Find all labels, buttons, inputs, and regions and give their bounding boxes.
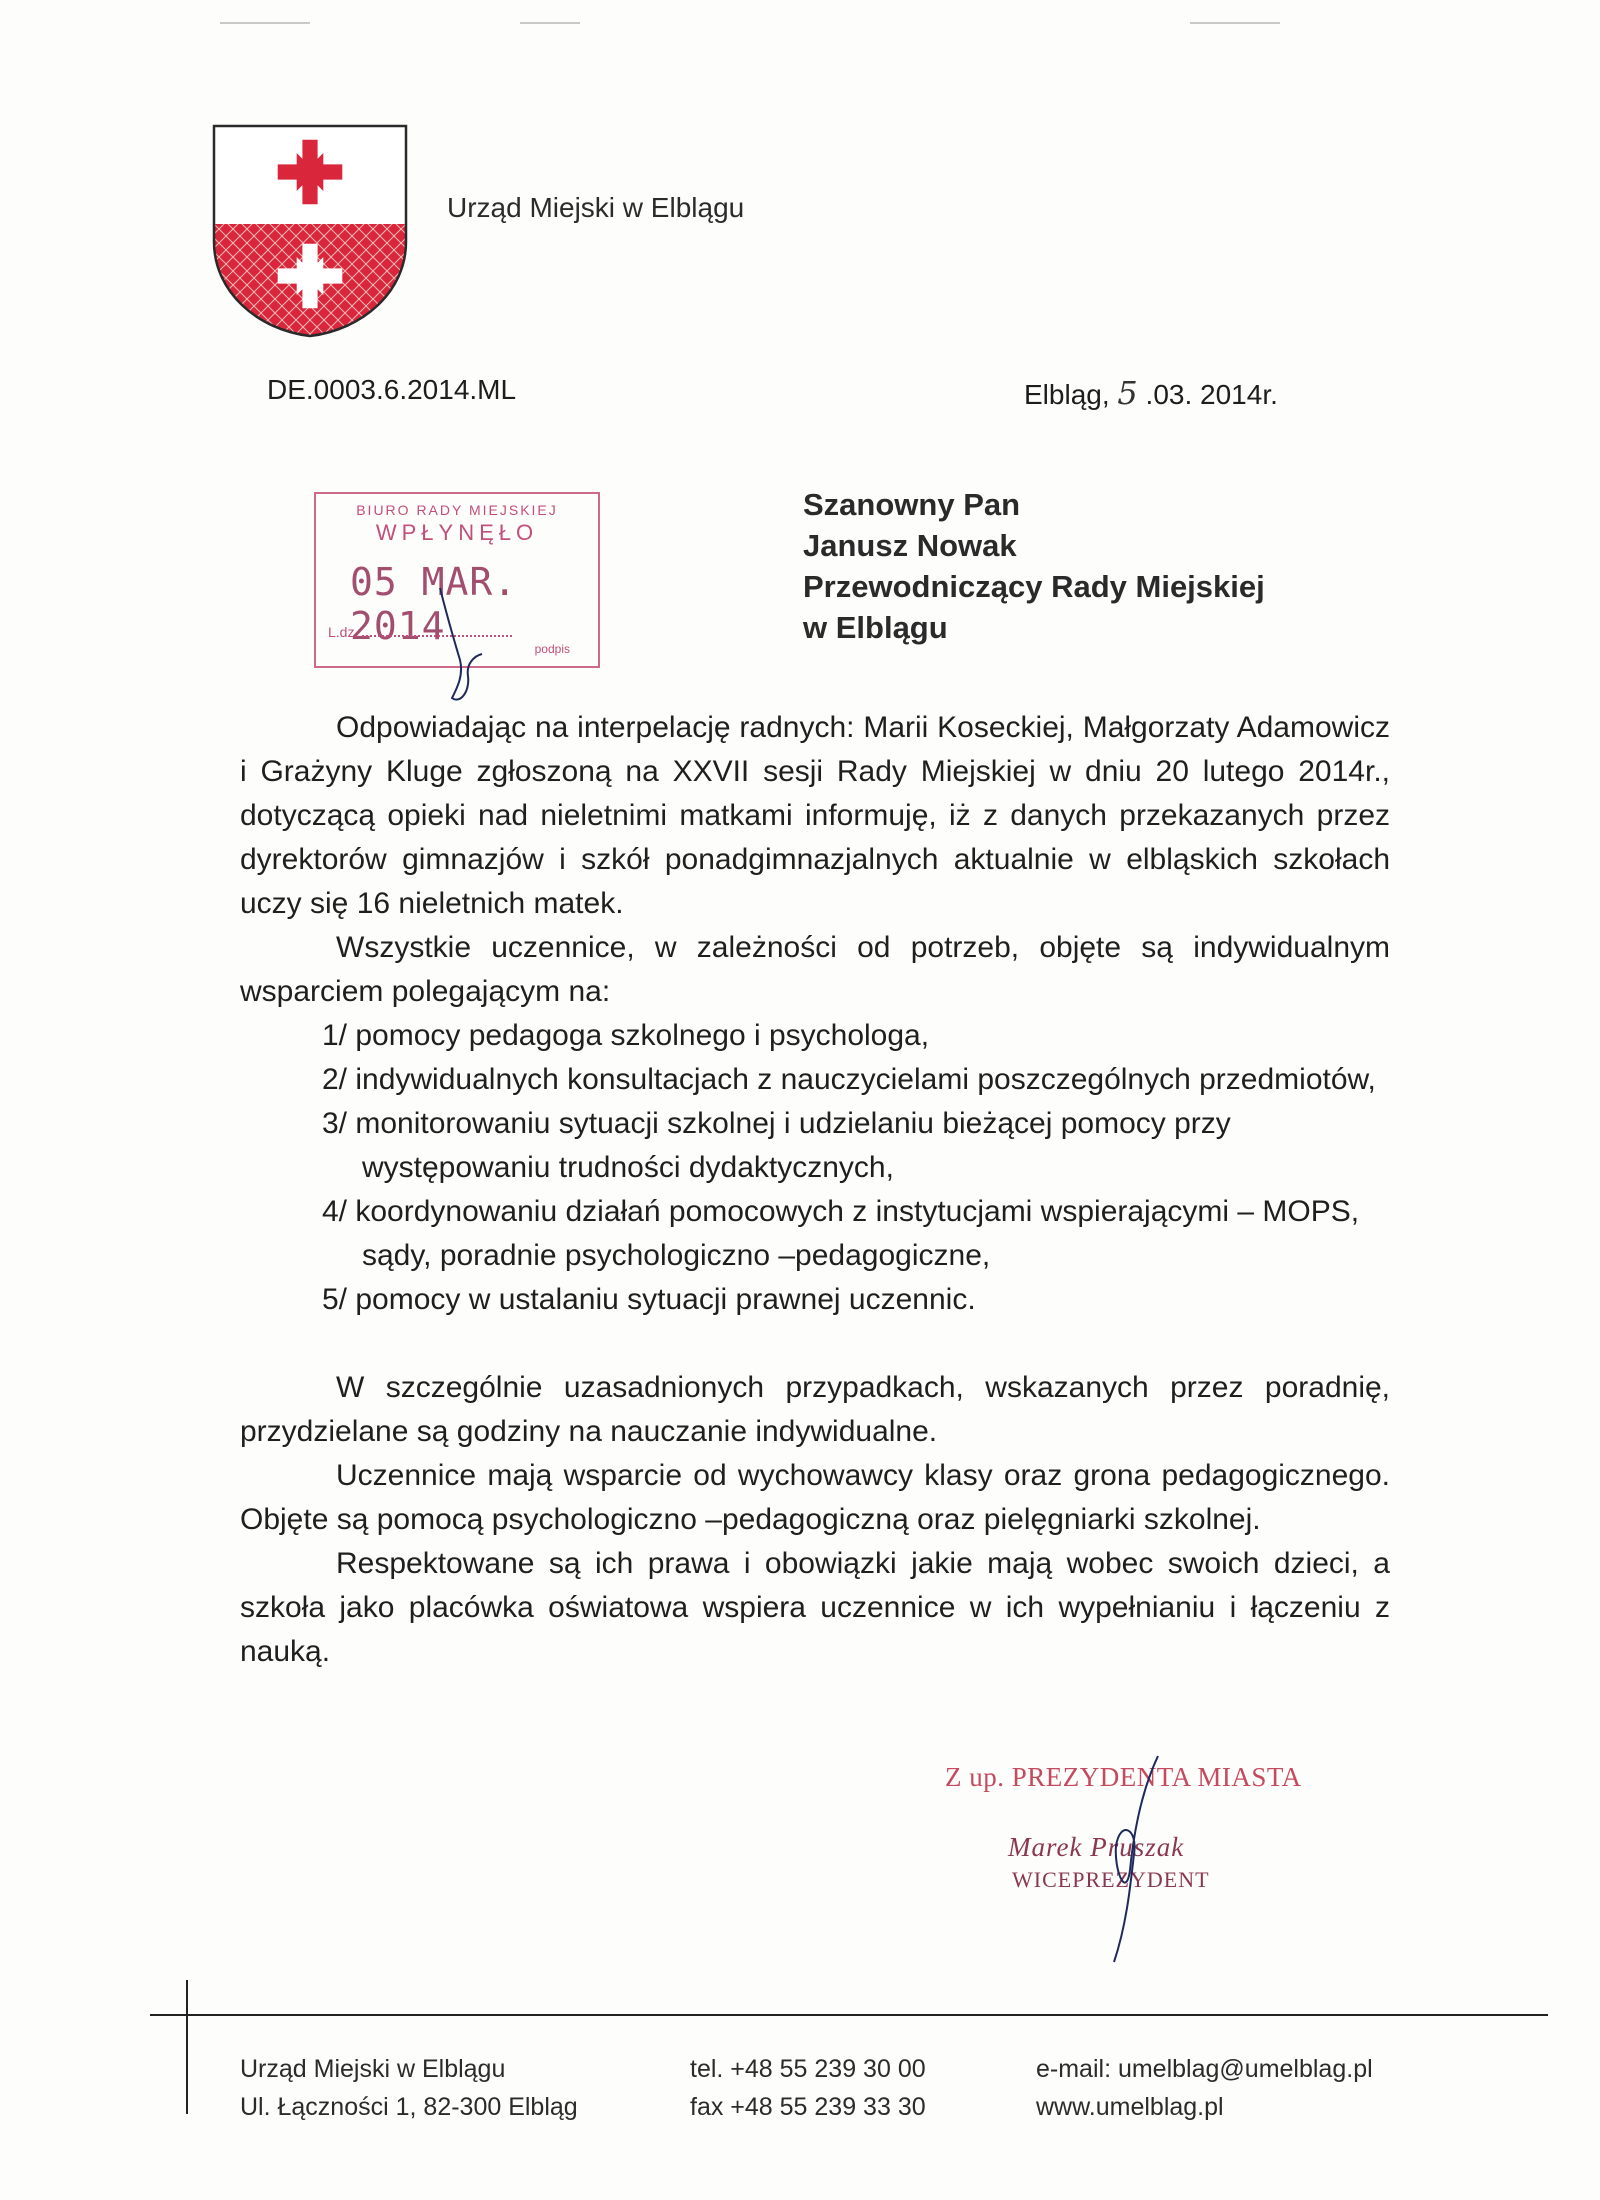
paragraph-teacher-support: Uczennice mają wsparcie od wychowawcy klasy oraz grona pedagogicznego. Objęte są pomocą psychologiczno –pedagogiczną oraz pielęgniarki szkolnej.	[240, 1459, 1390, 1536]
footer-address-block	[240, 2050, 578, 2126]
date-prefix: Elbląg,	[1024, 379, 1110, 410]
footer-office: Urząd Miejski w Elblągu	[240, 2055, 506, 2083]
list-item: 3/ monitorowaniu sytuacji szkolnej i udzielaniu bieżącej pomocy przy występowaniu trudności dydaktycznych,	[322, 1107, 1231, 1184]
footer-phone-block	[690, 2050, 926, 2126]
footer-divider	[150, 2014, 1548, 2016]
scan-mark	[220, 22, 310, 24]
signatory-name: Marek Pruszak	[1008, 1832, 1185, 1862]
footer-tel: tel. +48 55 239 30 00	[690, 2055, 926, 2083]
stamp-sign-label: podpis	[534, 642, 570, 656]
stamp-office-line: BIURO RADY MIEJSKIEJ	[356, 502, 558, 518]
date-day-handwritten: 5	[1117, 374, 1138, 412]
paragraph-individual-teaching: W szczególnie uzasadnionych przypadkach, wskazanych przez poradnię, przydzielane są godziny na nauczanie indywidualne.	[240, 1371, 1390, 1448]
date-rest: .03. 2014r.	[1145, 379, 1278, 410]
recipient-salutation: Szanowny Pan	[803, 487, 1021, 522]
coat-of-arms-logo	[212, 124, 408, 338]
footer-fax: fax +48 55 239 33 30	[690, 2093, 926, 2121]
footer-email[interactable]: e-mail: umelblag@umelblag.pl	[1036, 2055, 1373, 2083]
footer-web-block	[1036, 2050, 1373, 2126]
recipient-position: Przewodniczący Rady Miejskiej	[803, 569, 1265, 604]
handwritten-signature	[1090, 1750, 1200, 1966]
footer-website-link[interactable]: www.umelblag.pl	[1036, 2093, 1224, 2121]
letter-date	[1024, 374, 1278, 412]
list-item: 1/ pomocy pedagoga szkolnego i psychologa,	[322, 1019, 930, 1052]
stamp-date: 05 MAR. 2014	[350, 560, 518, 648]
reference-number: DE.0003.6.2014.ML	[267, 374, 517, 405]
signature-on-behalf: Z up. PREZYDENTA MIASTA	[945, 1762, 1302, 1792]
office-name: Urząd Miejski w Elblągu	[447, 192, 745, 223]
paragraph-intro: Odpowiadając na interpelację radnych: Marii Koseckiej, Małgorzaty Adamowicz i Grażyny Kluge zgłoszoną na XXVII sesji Rady Miejskiej w dniu 20 lutego 2014r., dotyczącą opieki nad nieletnimi matkami informuję, iż z danych przekazanych przez dyrektorów gimnazjów i szkół ponadgimnazjalnych aktualnie w elbląskich szkołach uczy się 16 nieletnich matek.	[240, 711, 1390, 920]
signatory-title: WICEPREZYDENT	[1012, 1867, 1210, 1892]
stamp-received-line: WPŁYNĘŁO	[375, 520, 539, 545]
stamp-register-label: L.dz.	[328, 624, 359, 640]
recipient-city: w Elblągu	[803, 610, 948, 645]
paragraph-support: Wszystkie uczennice, w zależności od potrzeb, objęte są indywidualnym wsparciem polegającym na:	[240, 931, 1390, 1008]
footer-margin-line	[186, 1980, 188, 2114]
stamp-signature-scribble	[430, 580, 500, 710]
list-item: 5/ pomocy w ustalaniu sytuacji prawnej uczennic.	[322, 1283, 976, 1316]
paragraph-rights: Respektowane są ich prawa i obowiązki jakie mają wobec swoich dzieci, a szkoła jako placówka oświatowa wspiera uczennice w ich wypełnianiu i łączeniu z nauką.	[240, 1547, 1390, 1668]
scan-mark	[520, 22, 580, 24]
scan-mark	[1190, 22, 1280, 24]
list-item: 2/ indywidualnych konsultacjach z nauczycielami poszczególnych przedmiotów,	[322, 1063, 1376, 1096]
recipient-name: Janusz Nowak	[803, 528, 1017, 563]
support-list	[240, 1014, 1390, 1322]
recipient-block	[803, 484, 1265, 648]
footer-address: Ul. Łączności 1, 82-300 Elbląg	[240, 2093, 578, 2121]
list-item: 4/ koordynowaniu działań pomocowych z instytucjami wspierającymi – MOPS, sądy, poradnie psychologiczno –pedagogiczne,	[322, 1195, 1360, 1272]
letter-body	[240, 706, 1390, 1674]
